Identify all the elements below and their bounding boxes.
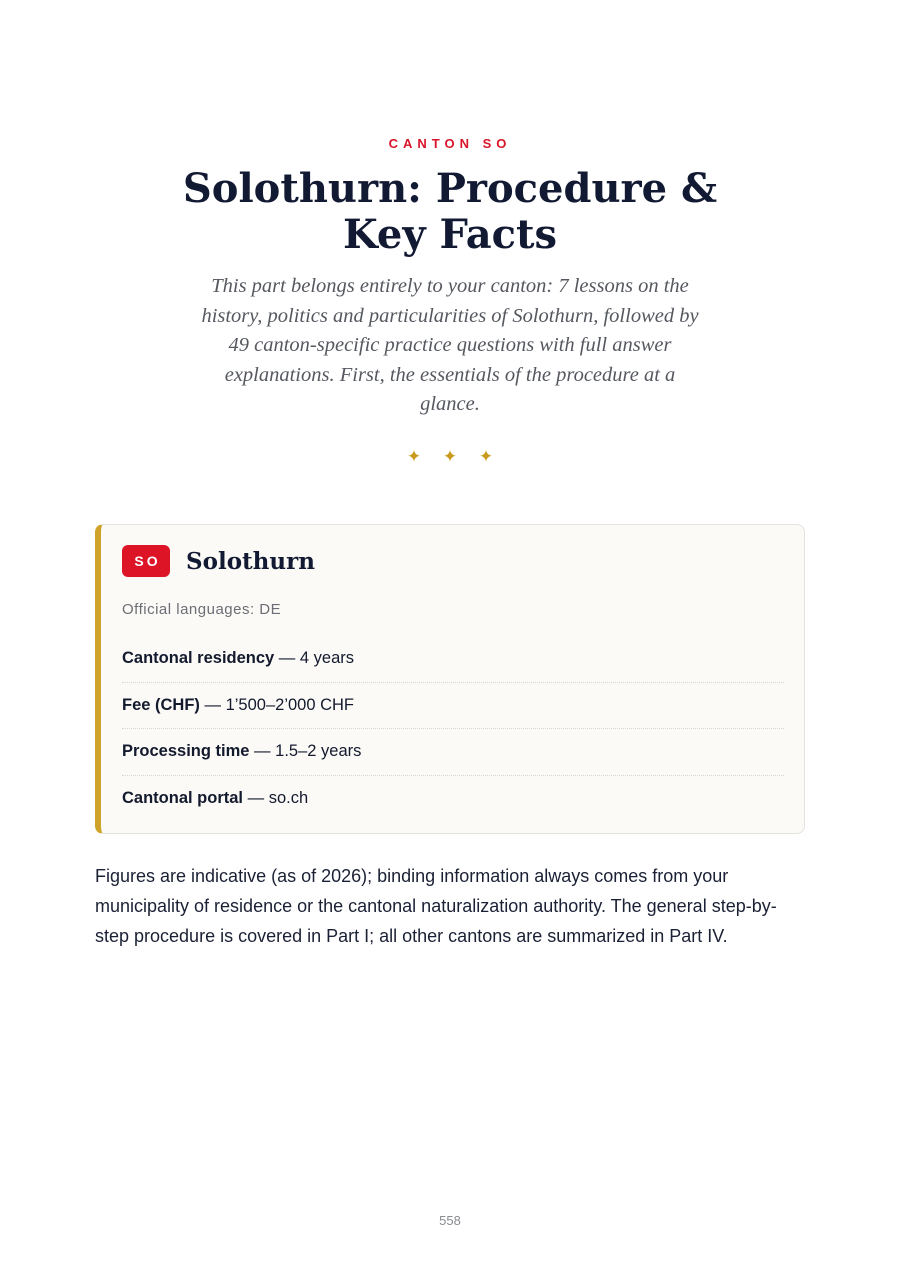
fact-fee: [122, 683, 784, 730]
canton-facts-card: [95, 524, 805, 834]
intro-paragraph: This part belongs entirely to your canton: 7 lessons on the history, politics and particularities of Solothurn, followed by 49 canton-specific practice questions with full answer explanations. First, the essentials of the procedure at a glance.: [201, 275, 699, 415]
fact-cantonal-residency: [122, 636, 784, 683]
fact-label: Fee (CHF): [122, 695, 200, 714]
canton-eyebrow: CANTON SO: [388, 136, 512, 151]
fact-cantonal-portal: [122, 776, 784, 822]
fact-separator: —: [249, 742, 276, 760]
official-languages: Official languages: DE: [122, 601, 282, 618]
star-icon: ✦: [406, 447, 422, 466]
fact-value: 4 years: [299, 649, 354, 667]
fact-value: 1.5–2 years: [275, 742, 362, 760]
card-header: [122, 545, 315, 577]
fact-separator: —: [199, 695, 226, 714]
fact-separator: —: [243, 788, 269, 807]
star-icon: ✦: [478, 447, 494, 466]
fact-label: Cantonal residency: [122, 649, 275, 667]
facts-list: [122, 636, 784, 821]
star-ornament: [0, 447, 900, 467]
fact-separator: —: [274, 649, 300, 667]
page-number: 558: [439, 1213, 461, 1228]
canton-code-badge: SO: [122, 545, 170, 577]
fact-value: 1’500–2’000 CHF: [225, 695, 355, 714]
fact-label: Cantonal portal: [122, 788, 244, 807]
fact-label: Processing time: [122, 742, 250, 760]
canton-name: Solothurn: [186, 547, 315, 575]
page-title: Solothurn: Procedure & Key Facts: [182, 165, 718, 258]
fact-processing-time: [122, 729, 784, 776]
fact-value: so.ch: [268, 788, 309, 807]
star-icon: ✦: [442, 447, 458, 466]
footnote-paragraph: Figures are indicative (as of 2026); binding information always comes from your municipality of residence or the cantonal naturalization authority. The general step-by-step procedure is covered in Part I; all other cantons are summarized in Part IV.: [95, 866, 777, 946]
